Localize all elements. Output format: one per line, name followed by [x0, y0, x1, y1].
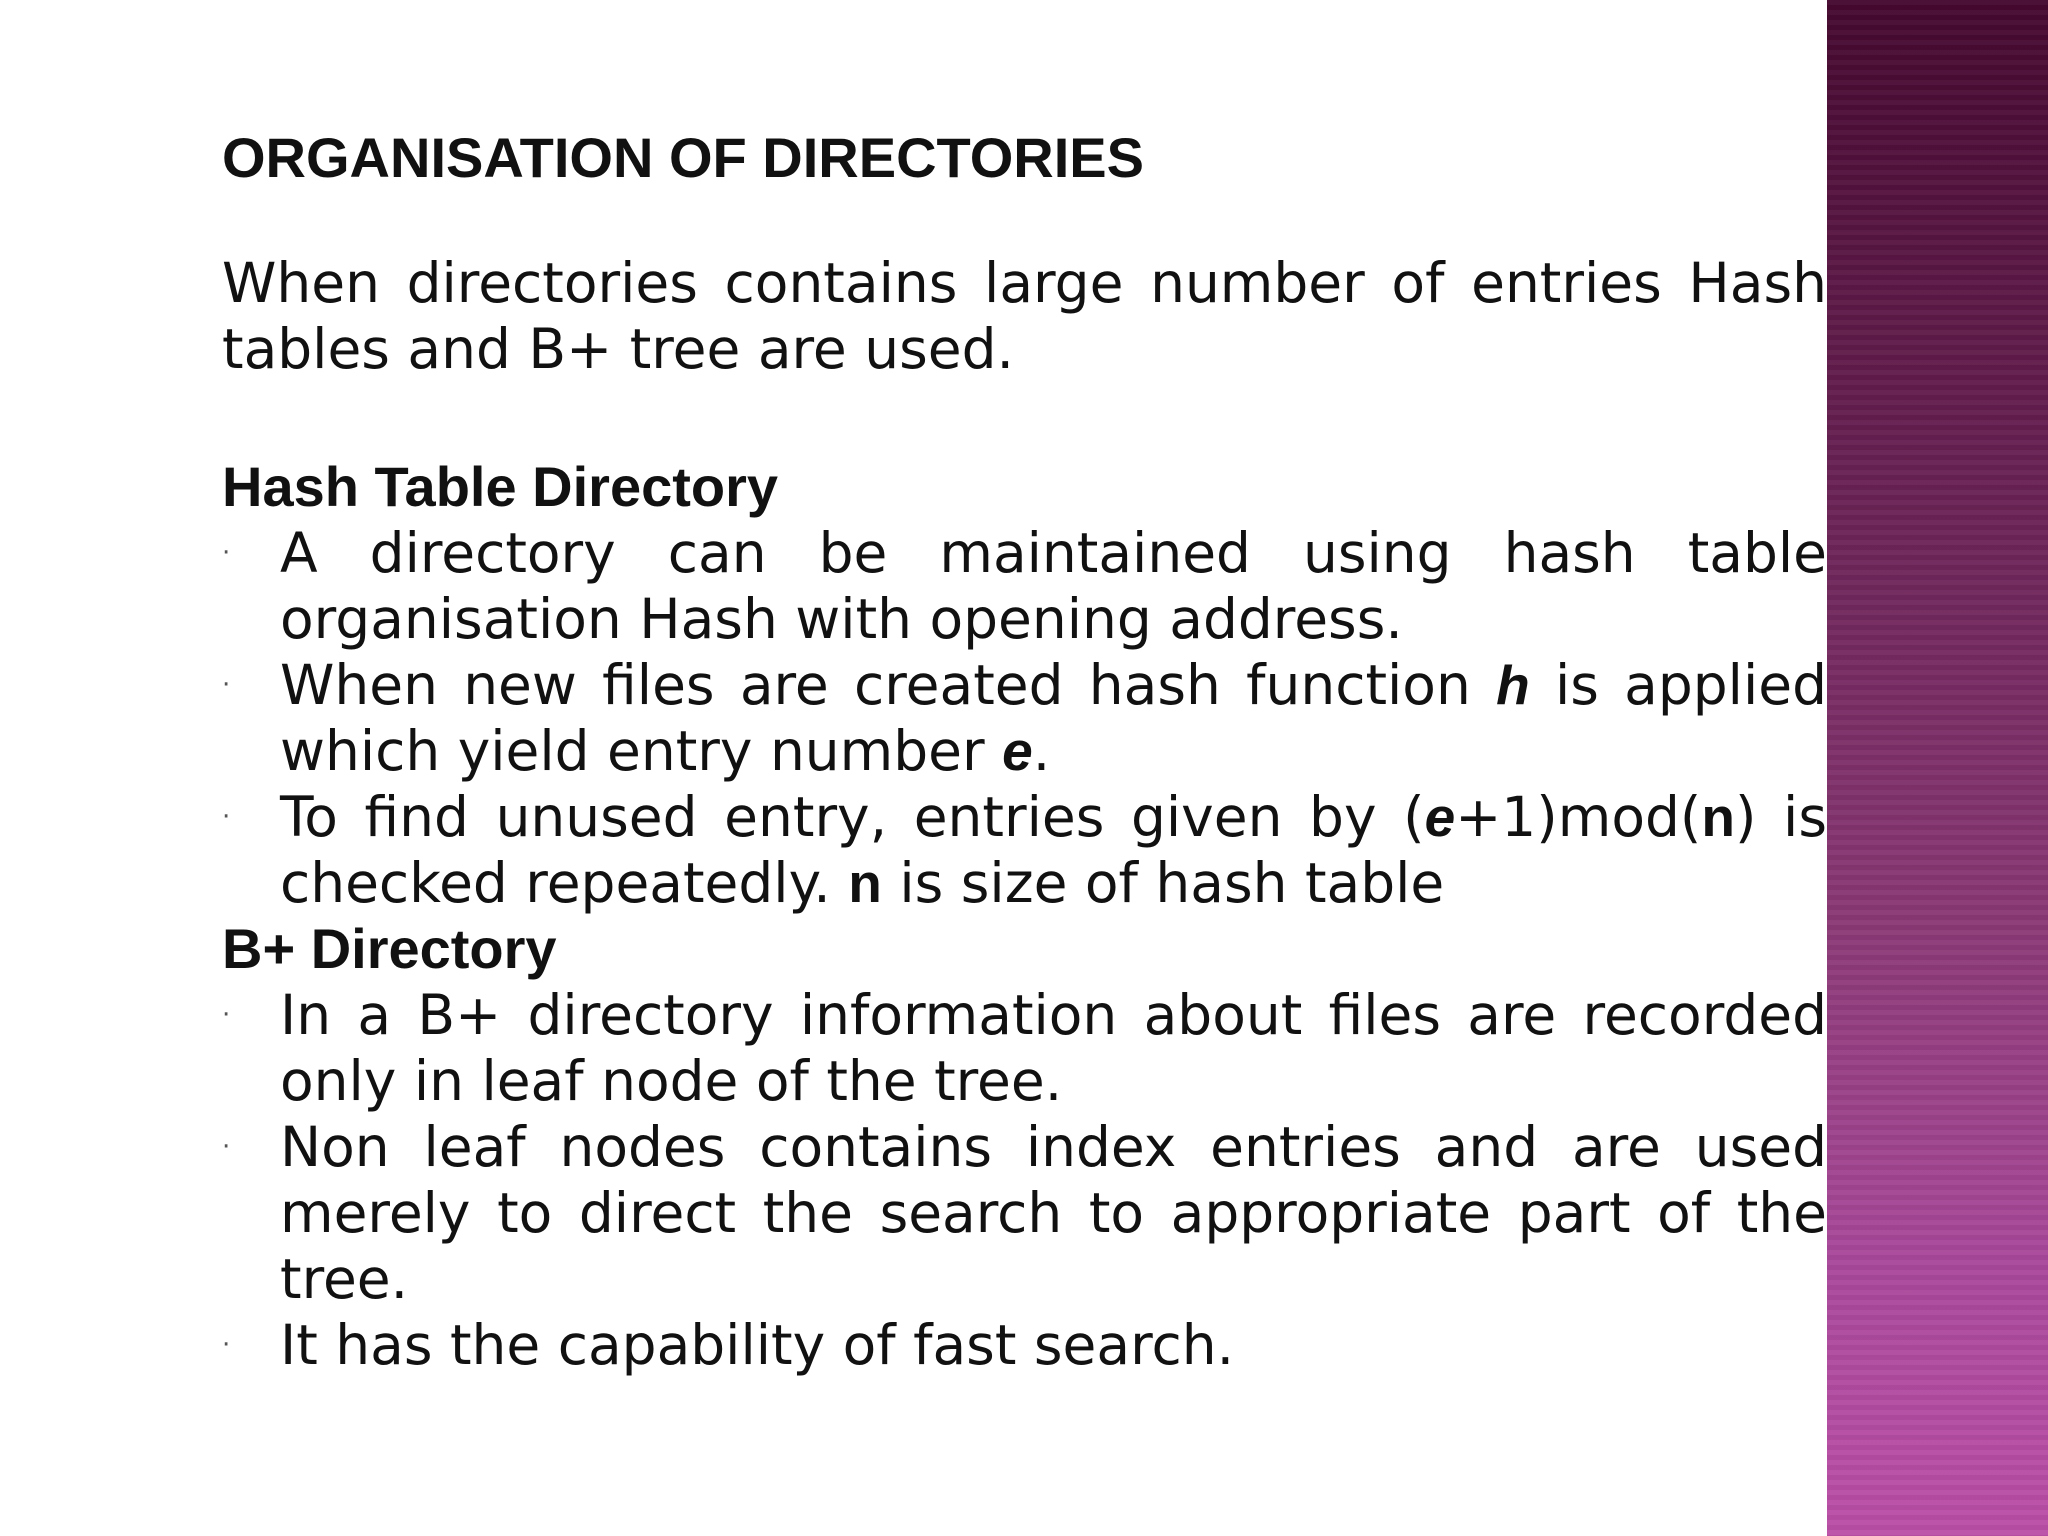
bullet-text: A directory can be maintained using hash table organisation Hash with opening address.: [280, 521, 1827, 651]
bullet-text: In a B+ directory information about files are recorded only in leaf node of the tree.: [280, 983, 1827, 1113]
text-fragment: is size of hash table: [881, 851, 1445, 915]
bullet-icon: ·: [222, 670, 231, 700]
section-heading-hash-table: Hash Table Directory: [222, 455, 779, 518]
variable-e: e: [1424, 786, 1456, 848]
bullet-text: [280, 784, 1827, 916]
text-fragment: is applied which yield entry number: [280, 653, 1827, 783]
bullet-text: [280, 652, 1827, 784]
variable-n: n: [848, 852, 882, 914]
list-item: [222, 520, 1827, 652]
variable-h: h: [1496, 654, 1530, 716]
bullet-icon: ·: [222, 1330, 231, 1360]
bullet-icon: ·: [222, 538, 231, 568]
list-item: [222, 1114, 1827, 1312]
slide-title: ORGANISATION OF DIRECTORIES: [222, 126, 1144, 189]
list-item: [222, 1312, 1827, 1378]
variable-e: e: [1002, 720, 1033, 782]
intro-paragraph: When directories contains large number of entries Hash tables and B+ tree are used.: [222, 251, 1827, 381]
slide-content: [222, 118, 1827, 1378]
text-fragment: +1)mod(: [1455, 785, 1702, 849]
decorative-side-band: [1827, 0, 2048, 1536]
text-fragment: ) is checked repeatedly.: [280, 785, 1827, 915]
text-fragment: To find unused entry, entries given by (: [280, 785, 1425, 849]
bullet-text: Non leaf nodes contains index entries and are used merely to direct the search to appropriate part of the tree.: [280, 1115, 1827, 1311]
section-heading-b-plus: B+ Directory: [222, 917, 557, 980]
text-fragment: When new files are created hash function: [280, 653, 1497, 717]
bullet-icon: ·: [222, 802, 231, 832]
variable-n: n: [1701, 786, 1735, 848]
list-item: [222, 652, 1827, 784]
bullet-icon: ·: [222, 1132, 231, 1162]
bullet-icon: ·: [222, 1000, 231, 1030]
list-item: [222, 982, 1827, 1114]
text-fragment: .: [1032, 719, 1051, 783]
bullet-text: It has the capability of fast search.: [280, 1313, 1235, 1377]
list-item: [222, 784, 1827, 916]
